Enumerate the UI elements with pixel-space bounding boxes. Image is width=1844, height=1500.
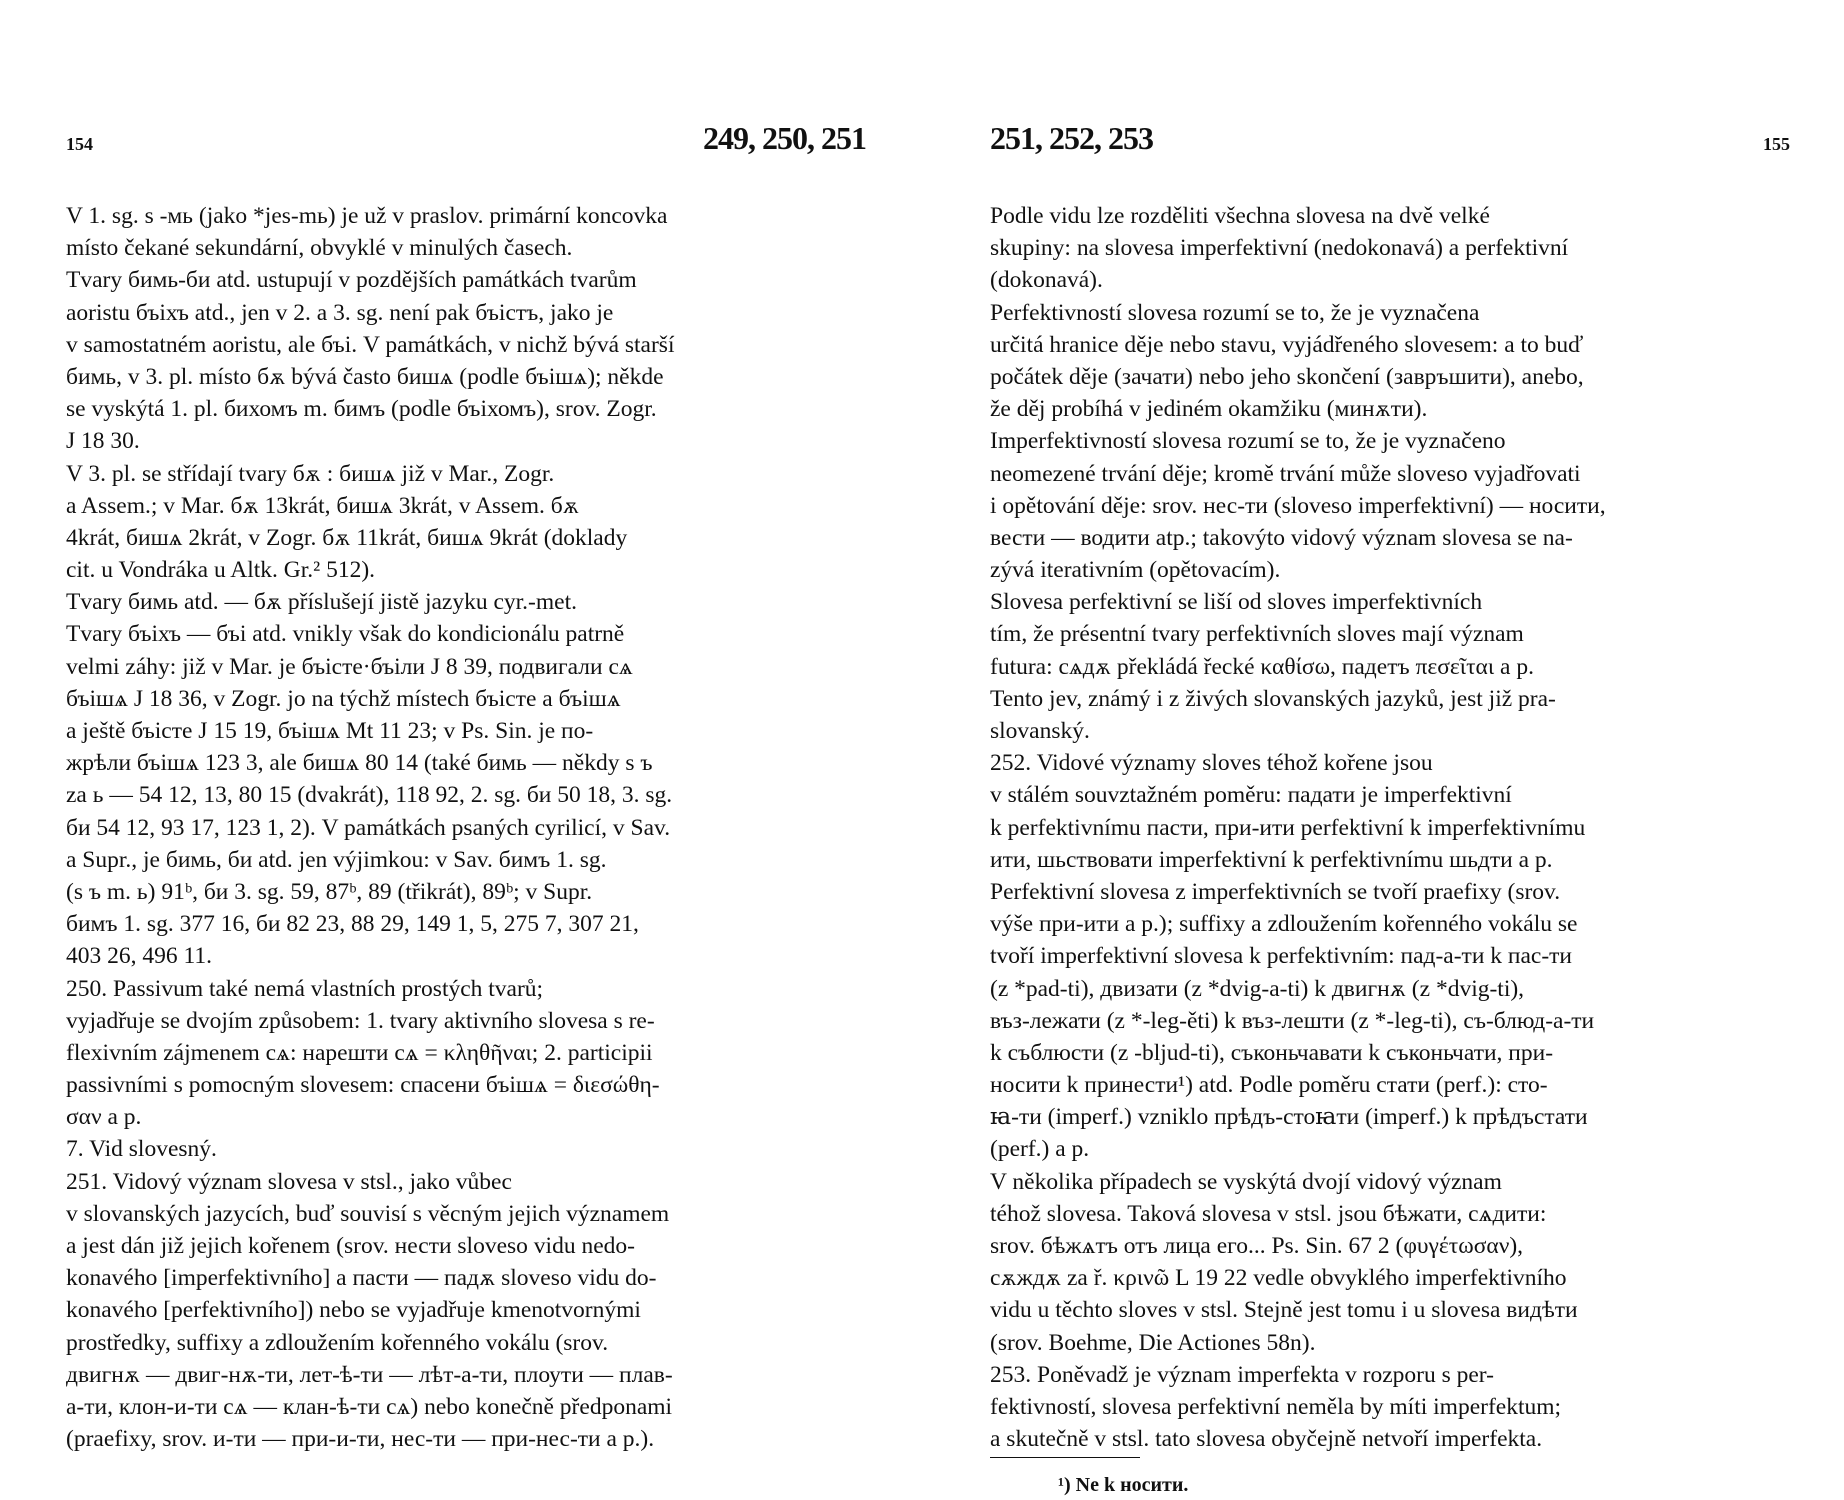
right-page-header: [990, 120, 1790, 166]
right-page-number: 155: [1763, 134, 1790, 154]
right-section-header: 251, 252, 253: [990, 120, 1153, 156]
text-line: J 18 30.: [66, 428, 140, 455]
text-line: Imperfektivností slovesa rozumí se to, že je vyznačeno: [990, 428, 1506, 455]
text-line: 252. Vidové významy sloves téhož kořene jsou: [990, 750, 1433, 777]
text-line: za ь — 54 12, 13, 80 15 (dvakrát), 118 92, 2. sg. би 50 18, 3. sg.: [66, 782, 673, 809]
text-line: konavého [imperfektivního] a пасти — падѫ sloveso vidu do-: [66, 1265, 657, 1292]
text-line: futura: сѧдѫ překládá řecké καθίσω, падетъ πεσεῖται a p.: [990, 653, 1534, 680]
right-page: [990, 120, 1790, 1498]
text-line: жрѣли бъішѧ 123 3, ale бишѧ 80 14 (také бимь — někdy s ъ: [66, 750, 653, 777]
text-line: Perfektivní slovesa z imperfektivních se tvoří praefixy (srov.: [990, 878, 1561, 905]
text-line: tvoří imperfektivní slovesa k perfektivním: пад-а-ти k пас-ти: [990, 943, 1573, 970]
text-line: а-ти, клон-и-ти сѧ — клан-ѣ-ти сѧ) nebo konečně předponami: [66, 1393, 673, 1420]
text-line: 403 26, 496 11.: [66, 943, 213, 970]
right-page-text: [990, 200, 1790, 1455]
text-line: v slovanských jazycích, buď souvisí s věcným jejich významem: [66, 1200, 670, 1227]
text-line: konavého [perfektivního]) nebo se vyjadřuje kmenotvornými: [66, 1297, 641, 1324]
text-line: V 3. pl. se střídají tvary бѫ : бишѧ již v Mar., Zogr.: [66, 460, 555, 487]
text-line: 4krát, бишѧ 2krát, v Zogr. бѫ 11krát, бишѧ 9krát (doklady: [66, 524, 628, 551]
left-page: [66, 120, 866, 1455]
text-line: fektivností, slovesa perfektivní neměla by míti imperfektum;: [990, 1393, 1562, 1420]
text-line: a Assem.; v Mar. бѫ 13krát, бишѧ 3krát, v Assem. бѫ: [66, 492, 579, 519]
text-line: вести — водити atp.; takovýto vidový význam slovesa se na-: [990, 524, 1573, 551]
text-line: v stálém souvztažném poměru: падати je imperfektivní: [990, 782, 1512, 809]
text-line: бимъ 1. sg. 377 16, би 82 23, 88 29, 149 1, 5, 275 7, 307 21,: [66, 911, 639, 938]
text-line: Slovesa perfektivní se liší od sloves imperfektivních: [990, 589, 1483, 616]
text-line: Tvary бимь atd. — бѫ příslušejí jistě jazyku cyr.-met.: [66, 589, 577, 616]
footnote: ¹) Ne k носити.: [1058, 1474, 1189, 1497]
text-line: Tvary бъіхъ — бъі atd. vnikly však do kondicionálu patrně: [66, 621, 625, 648]
text-line: Tvary бимь-би atd. ustupují v pozdějších památkách tvarům: [66, 267, 637, 294]
left-page-header: [66, 120, 866, 166]
text-line: a skutečně v stsl. tato slovesa obyčejně netvoří imperfekta.: [990, 1426, 1543, 1453]
text-line: a ještě бъісте J 15 19, бъішѧ Mt 11 23; v Ps. Sin. je по-: [66, 718, 594, 744]
text-line: ити, шьствовати imperfektivní k perfektivnímu шьдти a p.: [990, 846, 1553, 873]
text-line: (z *pad-ti), двизати (z *dvig-a-ti) k двигнѫ (z *dvig-ti),: [990, 975, 1525, 1002]
text-line: i opětování děje: srov. нес-ти (sloveso imperfektivní) — носити,: [990, 492, 1606, 519]
text-line: (perf.) a p.: [990, 1136, 1090, 1163]
text-line: (srov. Boehme, Die Actiones 58n).: [990, 1329, 1316, 1356]
text-line: (dokonavá).: [990, 267, 1103, 294]
text-line: V 1. sg. s -мь (jako *jes-mь) je už v praslov. primární koncovka: [66, 203, 668, 229]
text-line: že děj probíhá v jediném okamžiku (минѫти).: [990, 396, 1428, 423]
text-line: aoristu бъіхъ atd., jen v 2. a 3. sg. není pak бъістъ, jako je: [66, 299, 614, 326]
text-line: (praefixy, srov. и-ти — при-и-ти, нес-ти — при-нес-ти a p.).: [66, 1426, 655, 1453]
text-line: cit. u Vondráka u Altk. Gr.² 512).: [66, 557, 376, 584]
text-line: V několika případech se vyskýtá dvojí vidový význam: [990, 1168, 1502, 1195]
text-line: vidu u těchto sloves v stsl. Stejně jest tomu i u slovesa видѣти: [990, 1297, 1578, 1324]
text-line: 253. Poněvadž je význam imperfekta v rozporu s per-: [990, 1361, 1494, 1388]
text-line: k perfektivnímu пасти, при-ити perfektivní k imperfektivnímu: [990, 814, 1586, 841]
text-line: neomezené trvání děje; kromě trvání může sloveso vyjadřovati: [990, 460, 1581, 487]
text-line: výše при-ити a p.); suffixy a zdloužením kořenného vokálu se: [990, 911, 1578, 938]
left-page-text: [66, 200, 866, 1455]
text-line: 250. Passivum také nemá vlastních prostých tvarů;: [66, 975, 544, 1002]
text-line: бимь, v 3. pl. místo бѫ bývá často бишѧ (podle бъішѧ); někde: [66, 363, 664, 390]
text-line: k съблюсти (z -bljud-ti), съконьчавати k съконьчати, при-: [990, 1039, 1554, 1066]
text-line: srov. бѣжѧтъ отъ лица его... Ps. Sin. 67 2 (φυγέτωσαν),: [990, 1233, 1524, 1259]
footnote-rule: [990, 1457, 1140, 1458]
text-line: Perfektivností slovesa rozumí se to, že je vyznačena: [990, 299, 1480, 326]
text-line: vyjadřuje se dvojím způsobem: 1. tvary aktivního slovesa s re-: [66, 1007, 655, 1034]
text-line: ꙗ-ти (imperf.) vzniklo прѣдъ-стоꙗти (imperf.) k прѣдъстати: [990, 1104, 1588, 1131]
text-line: tím, že présentní tvary perfektivních sloves mají význam: [990, 621, 1524, 648]
text-line: prostředky, suffixy a zdloužením kořenného vokálu (srov.: [66, 1329, 609, 1356]
text-line: flexivním zájmenem сѧ: нарешти сѧ = κληθῆναι; 2. participii: [66, 1039, 653, 1066]
text-line: passivními s pomocným slovesem: спасени бъішѧ = διεσώθη-: [66, 1072, 660, 1099]
text-line: velmi záhy: již v Mar. je бъісте·бъіли J 8 39, подвигали сѧ: [66, 653, 633, 680]
text-line: 251. Vidový význam slovesa v stsl., jako vůbec: [66, 1168, 512, 1195]
text-line: бъішѧ J 18 36, v Zogr. jo na týchž místech бъісте a бъішѧ: [66, 685, 621, 712]
text-line: (s ъ m. ь) 91ᵇ, би 3. sg. 59, 87ᵇ, 89 (třikrát), 89ᵇ; v Supr.: [66, 878, 593, 905]
text-line: téhož slovesa. Taková slovesa v stsl. jsou бѣжати, сѧдити:: [990, 1200, 1547, 1227]
text-line: určitá hranice děje nebo stavu, vyjádřeného slovesem: a to buď: [990, 331, 1584, 358]
text-line: a jest dán již jejich kořenem (srov. нести sloveso vidu nedo-: [66, 1233, 635, 1259]
text-line: v samostatném aoristu, ale бъі. V památkách, v nichž bývá starší: [66, 331, 675, 358]
text-line: двигнѫ — двиг-нѫ-ти, лет-ѣ-ти — лѣт-а-ти, плоути — плав-: [66, 1361, 673, 1388]
text-line: носити k принести¹) atd. Podle poměru стати (perf.): сто-: [990, 1072, 1548, 1099]
text-line: Podle vidu lze rozděliti všechna slovesa na dvě velké: [990, 203, 1490, 229]
text-line: въз-лежати (z *-leg-ěti) k въз-лешти (z *-leg-ti), съ-блюд-а-ти: [990, 1007, 1595, 1034]
text-line: slovanský.: [990, 718, 1090, 744]
text-line: би 54 12, 93 17, 123 1, 2). V památkách psaných cyrilicí, v Sav.: [66, 814, 671, 841]
text-line: počátek děje (зачати) nebo jeho skončení (завръшити), anebo,: [990, 363, 1584, 390]
text-line: сѫждѫ za ř. κρινῶ L 19 22 vedle obvyklého imperfektivního: [990, 1265, 1567, 1292]
left-page-number: 154: [66, 134, 93, 154]
text-line: σαν a p.: [66, 1104, 142, 1131]
text-line: Tento jev, známý i z živých slovanských jazyků, jest již pra-: [990, 685, 1556, 712]
text-line: 7. Vid slovesný.: [66, 1136, 217, 1163]
text-line: se vyskýtá 1. pl. бихомъ m. бимъ (podle бъіхомъ), srov. Zogr.: [66, 396, 657, 423]
left-section-header: 249, 250, 251: [703, 120, 866, 156]
text-line: a Supr., je бимь, би atd. jen výjimkou: v Sav. бимъ 1. sg.: [66, 846, 607, 873]
text-line: skupiny: na slovesa imperfektivní (nedokonavá) a perfektivní: [990, 235, 1569, 262]
text-line: zývá iterativním (opětovacím).: [990, 557, 1281, 584]
text-line: místo čekané sekundární, obvyklé v minulých časech.: [66, 235, 573, 262]
